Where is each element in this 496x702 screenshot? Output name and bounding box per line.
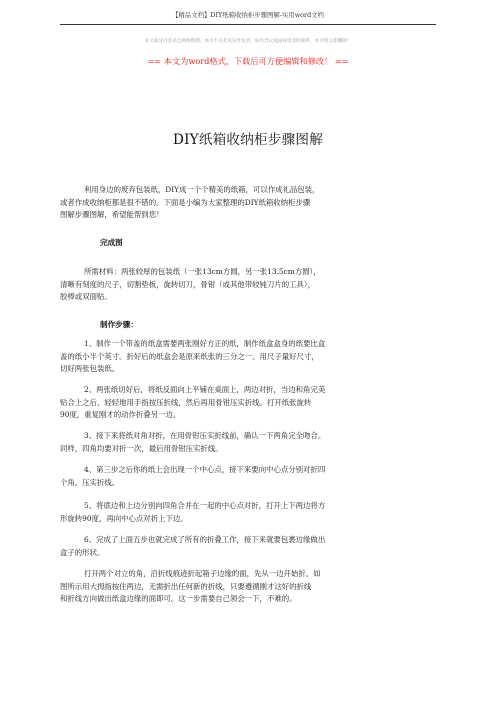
step-paragraph — [60, 338, 444, 376]
text-line: 打开两个对立的角，沿折线痕迹折起箱子边缘的面，先从一边开始折。如 — [84, 569, 321, 578]
page-title: DIY纸箱收纳柜步骤图解 — [173, 132, 323, 148]
step-paragraph — [60, 464, 444, 489]
word-format-notice: == 本文为word格式，下载后可方便编辑和修改！ == — [147, 56, 349, 66]
text-line: 5、将底边和上边分别向四角合并在一起的中心点对折，打开上下两边将方 — [84, 501, 326, 510]
text-line: 1、制作一个带盖的纸盒需要两张刚好方正的纸，制作纸盒盒身的纸要比盒 — [84, 339, 326, 348]
header-divider — [60, 24, 436, 25]
text-line: 胶棒或双面贴。 — [60, 292, 112, 301]
text-line: 切好两张包装纸。 — [60, 364, 120, 373]
step-paragraph — [60, 430, 444, 455]
step-paragraph — [60, 384, 444, 422]
text-line: 形旋转90度，再向中心点对折上下边。 — [60, 513, 188, 523]
document-header: 【精品文档】DIY纸箱收纳柜步骤图解-实用word文档 — [172, 11, 324, 19]
section-heading-steps: 制作步骤： — [100, 320, 138, 329]
text-line: 同样，四角均要对折一次，最后用骨钳压实折线。 — [60, 443, 223, 453]
text-line: 或者作成收纳柜都是很不错的。下面是小编为大家整理的DIY纸箱收纳柜步骤 — [60, 197, 311, 207]
text-line: 图所示用大拇指按住两边，无需折出任何新的折线，只要遵循刚才这好的折线 — [60, 581, 312, 591]
step-paragraph — [60, 568, 444, 606]
text-line: 3、接下来将纸对角对折，在用骨钳压实折线前，确认一下两角完全吻合。 — [84, 431, 326, 440]
step-paragraph — [60, 534, 444, 559]
materials-paragraph — [60, 266, 444, 304]
text-line: 贴合上之后，轻轻地用手指按压折线，然后再用骨钳压实折线。打开纸张旋转 — [60, 397, 312, 407]
disclaimer-text: 本文部分内容来自网络整理，本司不为其真实性负责，如有异议或侵权请及时联系，本司将立即删除！ — [144, 39, 352, 44]
text-line: 90度，重复刚才的动作折叠另一边。 — [60, 410, 181, 419]
text-line: 2、两张纸切好后，将纸反面向上平铺在桌面上，两边对折，当边和角完美 — [84, 385, 326, 394]
text-line: 所需材料：两张较厚的包装纸（一张13cm方圆，另一张13.5cm方圆）， — [84, 267, 321, 276]
text-line: 和折线方向做出纸盒边缘的面即可。这一步需要自己领会一下，不难的。 — [60, 594, 297, 603]
intro-paragraph — [60, 184, 444, 222]
text-line: 6、完成了上面五步也就完成了所有的折叠工作，接下来就要包裹边缘做出 — [84, 535, 326, 544]
text-line: 个角。压实折线。 — [60, 477, 120, 487]
step-paragraph — [60, 500, 444, 525]
text-line: 清晰有刻度的尺子，切割垫板，旋转切刀，骨钳（或其他带较钝刀片的工具）， — [60, 279, 315, 289]
section-heading-finished: 完成图 — [100, 238, 123, 247]
text-line: 图解步骤图解，希望能帮到您！ — [60, 210, 164, 219]
text-line: 盖的纸小半个英寸。折好后的纸盒会是原来纸张的三分之一。用尺子量好尺寸， — [60, 351, 319, 361]
text-line: 盒子的形状。 — [60, 547, 105, 557]
text-line: 4、第三步之后你的纸上会出现一个中心点，接下来要向中心点分别对折四 — [84, 465, 326, 474]
text-line: 利用身边的废弃包装纸，DIY成一个个精美的纸箱，可以作成礼品包装， — [84, 185, 320, 194]
